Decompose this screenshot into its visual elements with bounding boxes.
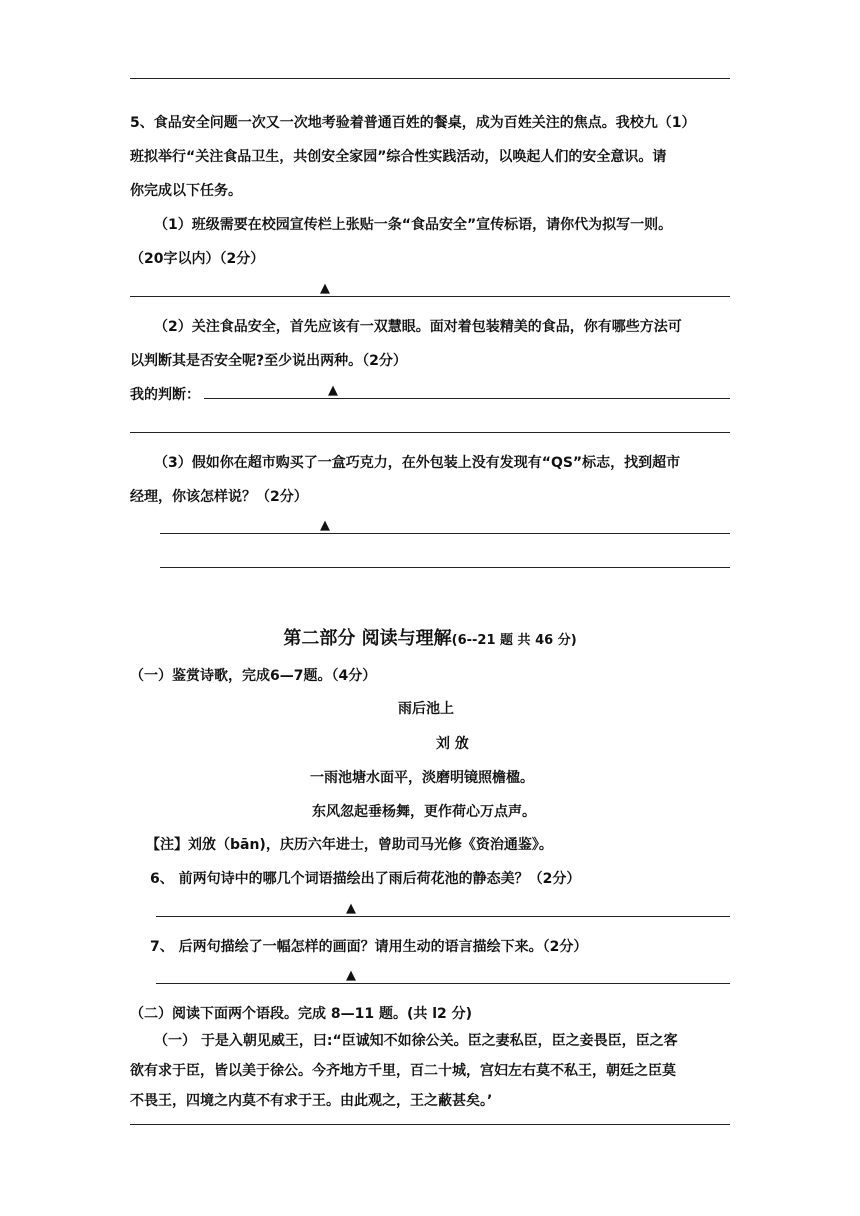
answer-marker: ▲ bbox=[328, 383, 338, 398]
poem-line-2: 东风忽起垂杨舞，更作荷心万点声。 bbox=[312, 804, 536, 820]
answer-line-sub2a[interactable] bbox=[204, 398, 730, 399]
question-7: 7、 后两句描绘了一幅怎样的画面？请用生动的语言描绘下来。（2分） bbox=[150, 939, 588, 955]
prose-line-3: 不畏王，四境之内莫不有求于王。由此观之，王之蔽甚矣。’ bbox=[130, 1093, 493, 1109]
poem-author: 刘 攽 bbox=[436, 736, 469, 752]
answer-line-q7[interactable] bbox=[156, 983, 730, 984]
q5-sub2-line2: 以判断其是否安全呢?至少说出两种。（2分） bbox=[130, 353, 407, 369]
poem-annotation: 【注】刘攽（bān)，庆历六年进士，曾助司马光修《资治通鉴》。 bbox=[146, 837, 553, 853]
answer-marker: ▲ bbox=[346, 968, 356, 983]
prose-section-heading: （二）阅读下面两个语段。完成 8—11 题。(共 l2 分) bbox=[130, 1006, 473, 1022]
bottom-rule bbox=[130, 1124, 730, 1125]
q5-intro-line3: 你完成以下任务。 bbox=[130, 183, 242, 199]
answer-marker: ▲ bbox=[346, 901, 356, 916]
q5-sub1-line1: （1）班级需要在校园宣传栏上张贴一条“食品安全”宣传标语，请你代为拟写一则。 bbox=[154, 217, 673, 233]
q5-sub1-line2: （20字以内）（2分） bbox=[130, 251, 265, 267]
answer-line-sub2b[interactable] bbox=[130, 432, 730, 433]
q5-intro-line2: 班拟举行“关注食品卫生，共创安全家园”综合性实践活动，以唤起人们的安全意识。请 bbox=[130, 149, 667, 165]
poem-section-heading: （一）鉴赏诗歌，完成6—7题。（4分） bbox=[130, 668, 377, 684]
question-6: 6、 前两句诗中的哪几个词语描绘出了雨后荷花池的静态美？（2分） bbox=[150, 871, 581, 887]
answer-line-sub1[interactable] bbox=[130, 296, 730, 297]
poem-title: 雨后池上 bbox=[398, 701, 454, 717]
answer-marker: ▲ bbox=[320, 281, 330, 296]
answer-line-sub3b[interactable] bbox=[160, 567, 730, 568]
answer-marker: ▲ bbox=[320, 518, 330, 533]
answer-line-q6[interactable] bbox=[156, 916, 730, 917]
top-rule bbox=[130, 78, 730, 79]
prose-line-1: （一） 于是入朝见威王，曰:“臣诚知不如徐公关。臣之妻私臣，臣之妾畏臣，臣之客 bbox=[154, 1033, 678, 1049]
answer-line-sub3a[interactable] bbox=[160, 533, 730, 534]
poem-line-1: 一雨池塘水面平，淡磨明镜照檐楹。 bbox=[310, 770, 534, 786]
part2-title-row bbox=[0, 624, 860, 650]
q5-sub3-line1: （3）假如你在超市购买了一盒巧克力，在外包装上没有发现有“QS”标志，找到超市 bbox=[154, 455, 681, 471]
part2-note: (6--21 题 共 46 分) bbox=[451, 633, 577, 648]
q5-sub2-line1: （2）关注食品安全，首先应该有一双慧眼。面对着包装精美的食品，你有哪些方法可 bbox=[154, 319, 682, 335]
prose-line-2: 欲有求于臣，皆以美于徐公。今齐地方千里，百二十城，宫妇左右莫不私王，朝廷之臣莫 bbox=[130, 1063, 676, 1079]
part2-title: 第二部分 阅读与理解 bbox=[283, 628, 452, 649]
q5-sub3-line2: 经理，你该怎样说？（2分） bbox=[130, 489, 308, 505]
q5-intro-line1: 5、食品安全问题一次又一次地考验着普通百姓的餐桌，成为百姓关注的焦点。我校九（1） bbox=[130, 115, 696, 131]
my-judgement-label: 我的判断： bbox=[130, 387, 200, 403]
